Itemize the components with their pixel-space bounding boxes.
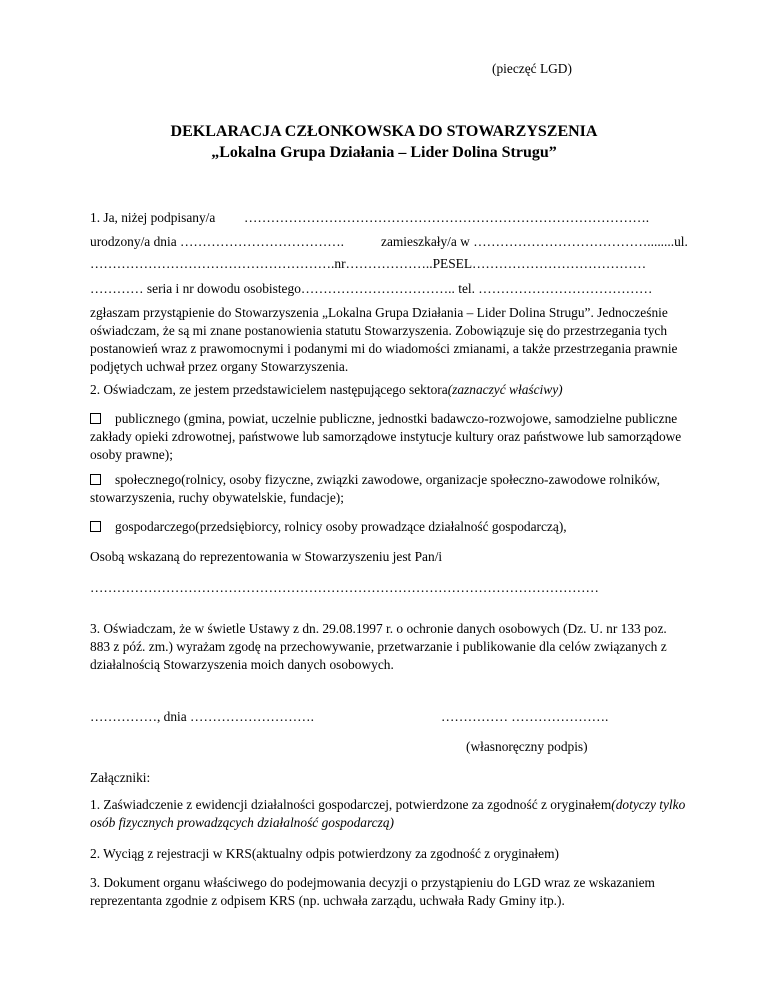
sector-option-business[interactable] bbox=[90, 518, 690, 536]
sector-heading-text: 2. Oświadczam, ze jestem przedstawicielem następującego sektora bbox=[90, 382, 448, 397]
place-date-field[interactable]: ……………, dnia ………………………. bbox=[90, 709, 314, 724]
business-checkbox[interactable] bbox=[90, 521, 101, 532]
document-title: DEKLARACJA CZŁONKOWSKA DO STOWARZYSZENIA bbox=[170, 123, 598, 140]
sector-option-business-text: gospodarczego(przedsiębiorcy, rolnicy osoby prowadzące działalność gospodarczą), bbox=[115, 519, 567, 534]
sector-heading-hint: (zaznaczyć właściwy) bbox=[447, 382, 563, 397]
sector-heading bbox=[90, 381, 563, 399]
sector-option-public-text: publicznego (gmina, powiat, uczelnie publiczne, jednostki badawczo-rozwojowe, samodzielne publiczne zakłady opieki zdrowotnej, państwowe lub samorządowe instytucje kultury oraz państwowe lub samorządowe osoby prawne); bbox=[90, 411, 682, 462]
membership-declaration: zgłaszam przystąpienie do Stowarzyszenia „Lokalna Grupa Działania – Lider Dolina Strugu”. Jednocześnie oświadczam, że są mi znane postanowienia statutu Stowarzyszenia. Zobowiązuje się do przestrzegania tych postanowień wraz z prawomocnymi i podanymi mi do wiadomości zmianami, a także przestrzegania prawnie podjętych uchwał przez organy Stowarzyszenia. bbox=[90, 305, 678, 374]
attachment-item-2: 2. Wyciąg z rejestracji w KRS(aktualny odpis potwierdzony za zgodność z oryginałem) bbox=[90, 846, 559, 861]
sector-option-social-text: społecznego(rolnicy, osoby fizyczne, związki zawodowe, organizacje społeczno-zawodowe rolników, stowarzyszenia, ruchy obywatelskie, fundacje); bbox=[90, 472, 660, 505]
signature-field[interactable]: …………… …………………. bbox=[441, 709, 609, 724]
attachment-item-1 bbox=[90, 796, 690, 832]
data-consent: 3. Oświadczam, że w świetle Ustawy z dn. 29.08.1997 r. o ochronie danych osobowych (Dz. U. nr 133 poz. 883 z póź. zm.) wyrażam zgodę na przechowywanie, przetwarzanie i publikowanie dla celów związanych z działalnością Stowarzyszenia moich danych osobowych. bbox=[90, 621, 667, 672]
signature-caption: (własnoręczny podpis) bbox=[466, 739, 588, 754]
id-phone-field[interactable]: ………… seria i nr dowodu osobistego…………………………….. tel. ………………………………… bbox=[90, 281, 653, 296]
document-subtitle: „Lokalna Grupa Działania – Lider Dolina Strugu” bbox=[211, 144, 557, 161]
attachment-item-1-hint: (dotyczy tylko osób fizycznych prowadzących działalność gospodarczą) bbox=[90, 797, 686, 830]
birth-date-field[interactable]: urodzony/a dnia ………………………………. bbox=[90, 234, 345, 249]
sector-option-social[interactable] bbox=[90, 471, 690, 507]
representative-label: Osobą wskazaną do reprezentowania w Stowarzyszeniu jest Pan/i bbox=[90, 549, 443, 564]
stamp-placeholder: (pieczęć LGD) bbox=[492, 61, 572, 76]
sector-option-public[interactable] bbox=[90, 410, 690, 464]
social-checkbox[interactable] bbox=[90, 474, 101, 485]
attachment-item-1-text: 1. Zaświadczenie z ewidencji działalności gospodarczej, potwierdzone za zgodność z oryginałem bbox=[90, 797, 612, 812]
attachments-heading: Załączniki: bbox=[90, 770, 151, 785]
public-checkbox[interactable] bbox=[90, 413, 101, 424]
representative-field[interactable]: …………………………………………………………………………………………………… bbox=[90, 580, 599, 595]
section1-label: 1. Ja, niżej podpisany/a bbox=[90, 210, 216, 225]
attachment-item-3: 3. Dokument organu właściwego do podejmowania decyzji o przystąpieniu do LGD wraz ze wskazaniem reprezentanta zgodnie z odpisem KRS (np. uchwała zarządu, uchwała Rady Gminy itp.). bbox=[90, 875, 655, 908]
name-field[interactable]: ………………………………………………………………………………. bbox=[244, 210, 650, 225]
address-pesel-field[interactable]: ……………………………………………….nr………………..PESEL………………………………… bbox=[90, 256, 647, 271]
residence-field[interactable]: zamieszkały/a w …………………………………........ul. bbox=[381, 234, 688, 249]
